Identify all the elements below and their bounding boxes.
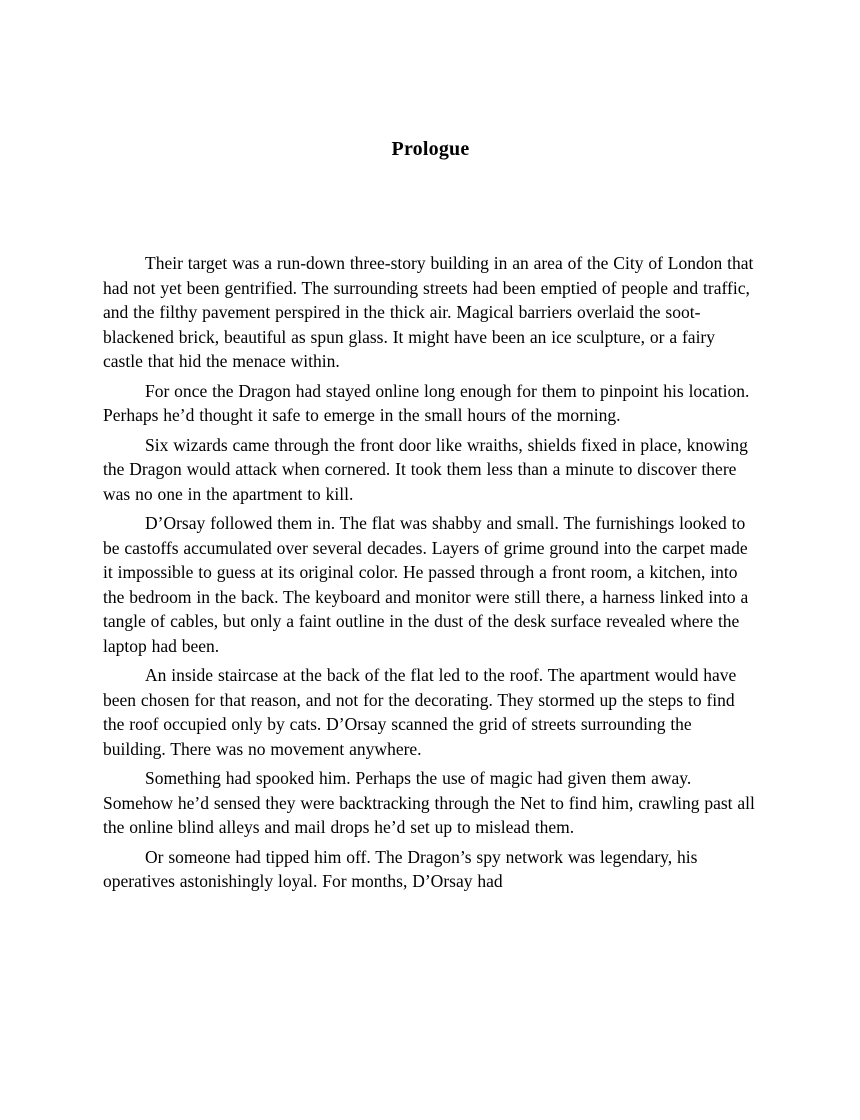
paragraph: D’Orsay followed them in. The flat was shabby and small. The furnishings looked to be castoffs accumulated over several decades. Layers of grime ground into the carpet made it impossible to guess at its original color. He passed through a front room, a kitchen, into the bedroom in the back. The keyboard and monitor were still there, a harness linked into a tangle of cables, but only a faint outline in the dust of the desk surface revealed where the laptop had been. — [103, 513, 749, 656]
page-content — [103, 136, 758, 899]
paragraph: Or someone had tipped him off. The Dragon’s spy network was legendary, his operatives astonishingly loyal. For months, D’Orsay had — [103, 846, 698, 891]
paragraph: For once the Dragon had stayed online long enough for them to pinpoint his location. Perhaps he’d thought it safe to emerge in the small hours of the morning. — [103, 380, 750, 425]
paragraph: Their target was a run-down three-story building in an area of the City of London that had not yet been gentrified. The surrounding streets had been emptied of people and traffic, and the filthy pavement perspired in the thick air. Magical barriers overlaid the soot-blackened brick, beautiful as spun glass. It might have been an ice sculpture, or a fairy castle that hid the menace within. — [103, 253, 754, 371]
chapter-body — [103, 251, 758, 894]
paragraph: Six wizards came through the front door like wraiths, shields fixed in place, knowing the Dragon would attack when cornered. It took them less than a minute to discover there was no one in the apartment to kill. — [103, 434, 748, 504]
paragraph: An inside staircase at the back of the flat led to the roof. The apartment would have been chosen for that reason, and not for the decorating. They stormed up the steps to find the roof occupied only by cats. D’Orsay scanned the grid of streets surrounding the building. There was no movement anywhere. — [103, 665, 737, 759]
paragraph: Something had spooked him. Perhaps the use of magic had given them away. Somehow he’d sensed they were backtracking through the Net to find him, crawling past all the online blind alleys and mail drops he’d set up to mislead them. — [103, 768, 755, 837]
chapter-title: Prologue — [391, 138, 470, 160]
